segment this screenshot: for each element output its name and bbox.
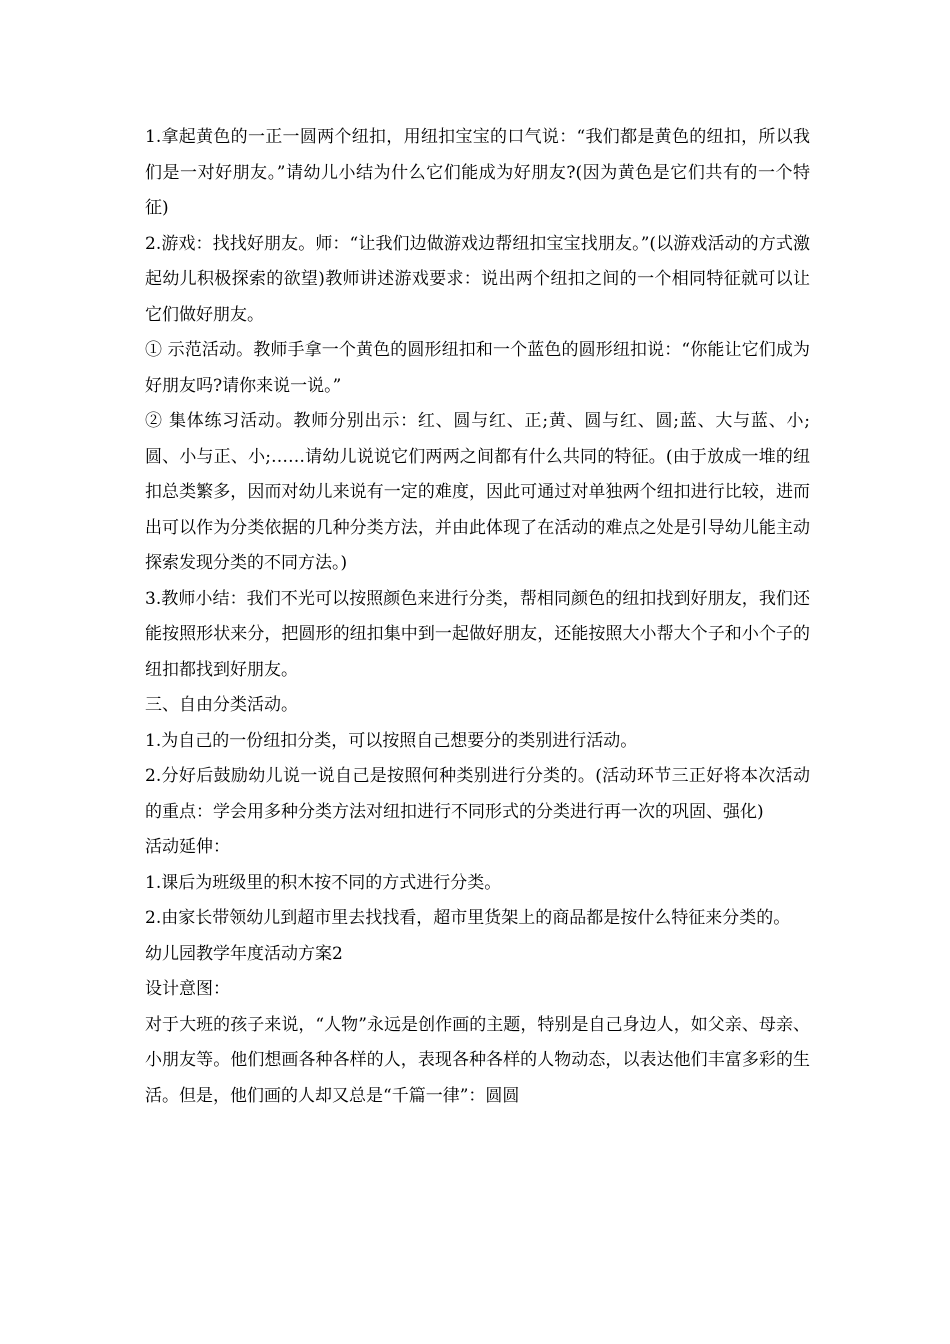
section-heading-free-sorting: 三、自由分类活动。 <box>145 695 298 715</box>
paragraph-design-intent-body: 对于大班的孩子来说，“人物”永远是创作画的主题，特别是自己身边人，如父亲、母亲、小朋友等。他们想画各种各样的人，表现各种各样的人物动态，以表达他们丰富多彩的生活。但是，他们画的人却又总是“千篇一律”：圆圆 <box>145 1014 810 1106</box>
paragraph-group-practice: ② 集体练习活动。教师分别出示：红、圆与红、正;黄、圆与红、圆;蓝、大与蓝、小;圆、小与正、小;……请幼儿说说它们两两之间都有什么共同的特征。(由于放成一堆的纽扣总类繁多，因而对幼儿来说有一定的难度，因此可通过对单独两个纽扣进行比较，进而出可以作为分类依据的几种分类方法，并由此体现了在活动的难点之处是引导幼儿能主动探索发现分类的不同方法。) <box>145 411 810 573</box>
paragraph-demo-activity: ① 示范活动。教师手拿一个黄色的圆形纽扣和一个蓝色的圆形纽扣说：“你能让它们成为好朋友吗?请你来说一说。” <box>145 340 810 396</box>
heading-design-intent: 设计意图： <box>145 979 230 999</box>
document-body <box>145 120 810 1114</box>
paragraph-sort-blocks: 1.课后为班级里的积木按不同的方式进行分类。 <box>145 872 502 893</box>
paragraph-sort-own-buttons: 1.为自己的一份纽扣分类，可以按照自己想要分的类别进行活动。 <box>145 730 638 751</box>
paragraph-teacher-summary: 3.教师小结：我们不光可以按照颜色来进行分类，帮相同颜色的纽扣找到好朋友，我们还能按照形状来分，把圆形的纽扣集中到一起做好朋友，还能按照大小帮大个子和小个子的纽扣都找到好朋友。 <box>145 588 810 680</box>
title-plan-2: 幼儿园教学年度活动方案2 <box>145 943 343 964</box>
heading-activity-extension: 活动延伸： <box>145 837 230 857</box>
paragraph-game-find-friends: 2.游戏：找找好朋友。师：“让我们边做游戏边帮纽扣宝宝找朋友。”(以游戏活动的方式激起幼儿积极探索的欲望)教师讲述游戏要求：说出两个纽扣之间的一个相同特征就可以让它们做好朋友。 <box>145 233 810 325</box>
paragraph-supermarket: 2.由家长带领幼儿到超市里去找找看，超市里货架上的商品都是按什么特征来分类的。 <box>145 908 791 928</box>
paragraph-buttons-pair: 1.拿起黄色的一正一圆两个纽扣，用纽扣宝宝的口气说：“我们都是黄色的纽扣，所以我们是一对好朋友。”请幼儿小结为什么它们能成为好朋友?(因为黄色是它们共有的一个特征) <box>145 127 810 218</box>
paragraph-encourage-explain: 2.分好后鼓励幼儿说一说自己是按照何种类别进行分类的。(活动环节三正好将本次活动的重点：学会用多种分类方法对纽扣进行不同形式的分类进行再一次的巩固、强化) <box>145 766 810 822</box>
